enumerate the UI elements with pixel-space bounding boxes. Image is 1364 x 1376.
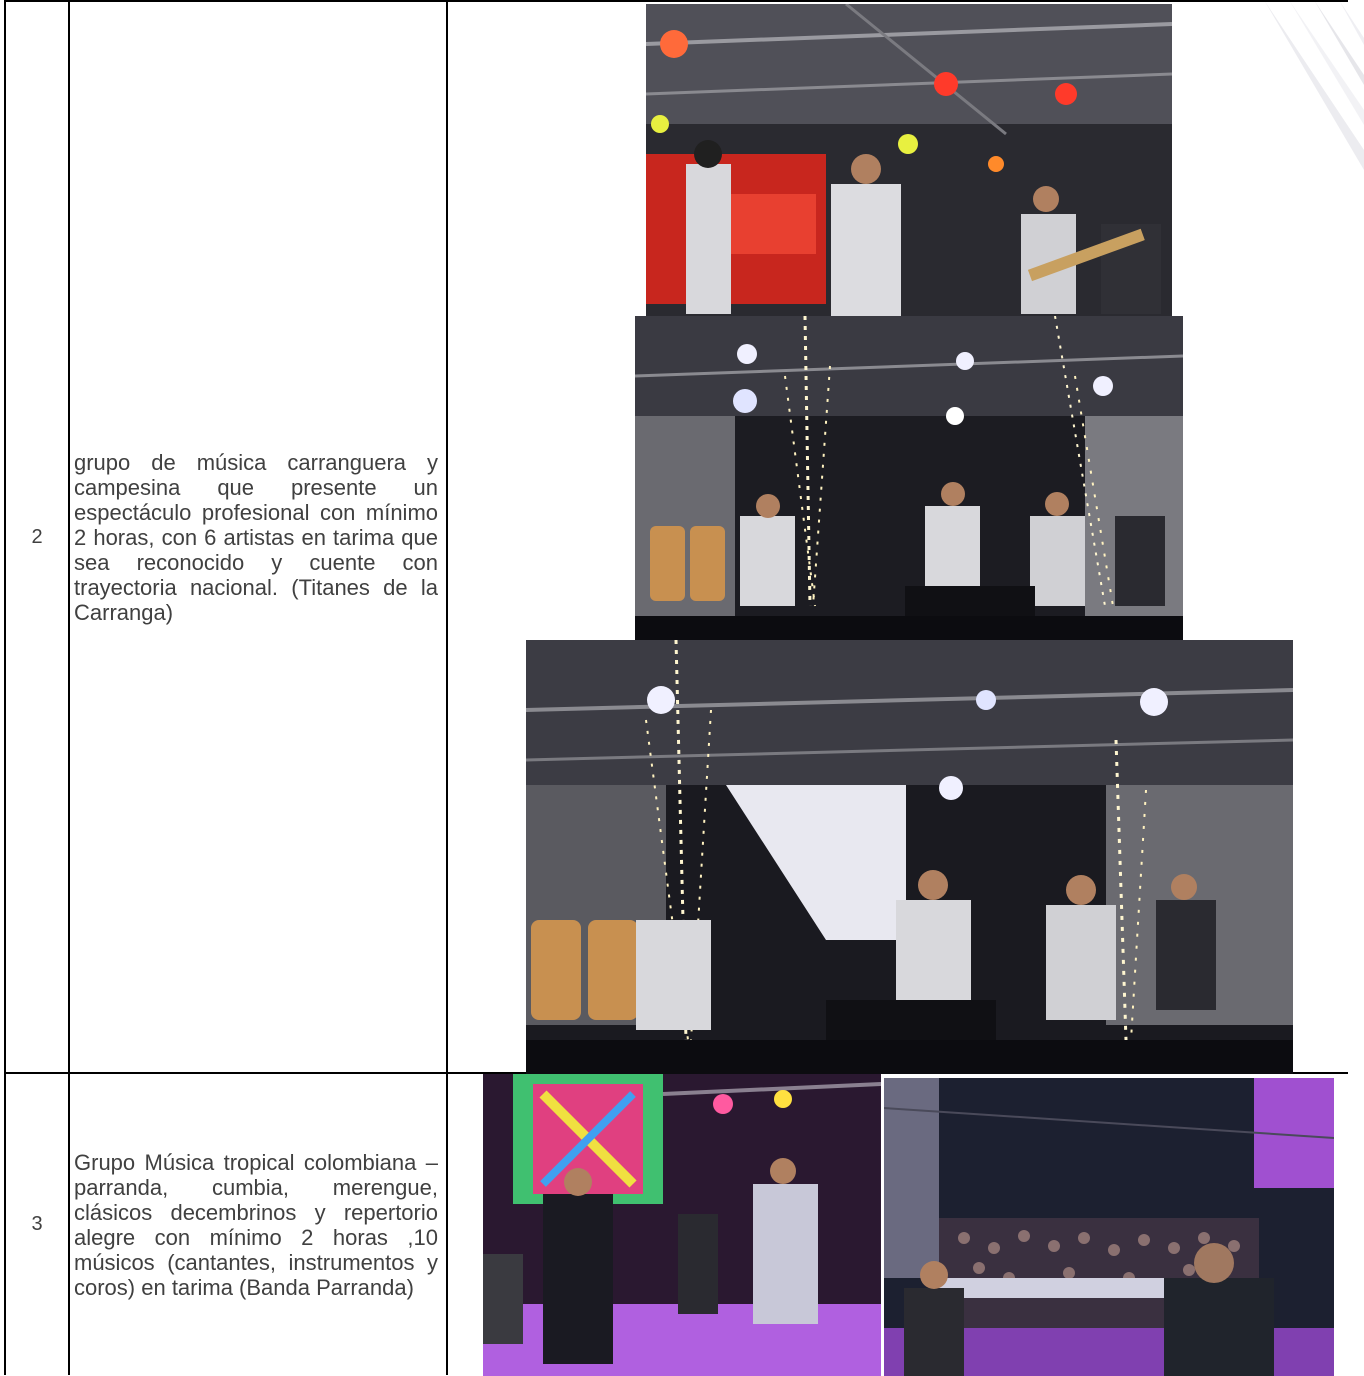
- stage-photo: [526, 640, 1293, 1074]
- stage-photo: [646, 4, 1172, 316]
- photo-cell: [447, 1, 1348, 1073]
- stage-photo: [483, 1074, 881, 1376]
- photo-cell: [447, 1073, 1348, 1375]
- items-table: [4, 0, 1348, 1375]
- row-description: grupo de música carranguera y campesina que presente un espectáculo profesional con mínimo 2 horas, con 6 artistas en tarima que sea reconocido y cuente con trayectoria nacional. (Titanes de la Carranga): [69, 1, 447, 1073]
- table-row: [5, 1073, 1348, 1375]
- crowd-photo: [884, 1078, 1334, 1376]
- row-description: Grupo Música tropical colombiana – parranda, cumbia, merengue, clásicos decembrinos y repertorio alegre con mínimo 2 horas ,10 músicos (cantantes, instrumentos y coros) en tarima (Banda Parranda): [69, 1073, 447, 1375]
- row-number: 2: [5, 1, 69, 1073]
- stage-photo: [635, 316, 1183, 640]
- table-row: [5, 1, 1348, 1073]
- row-number: 3: [5, 1073, 69, 1375]
